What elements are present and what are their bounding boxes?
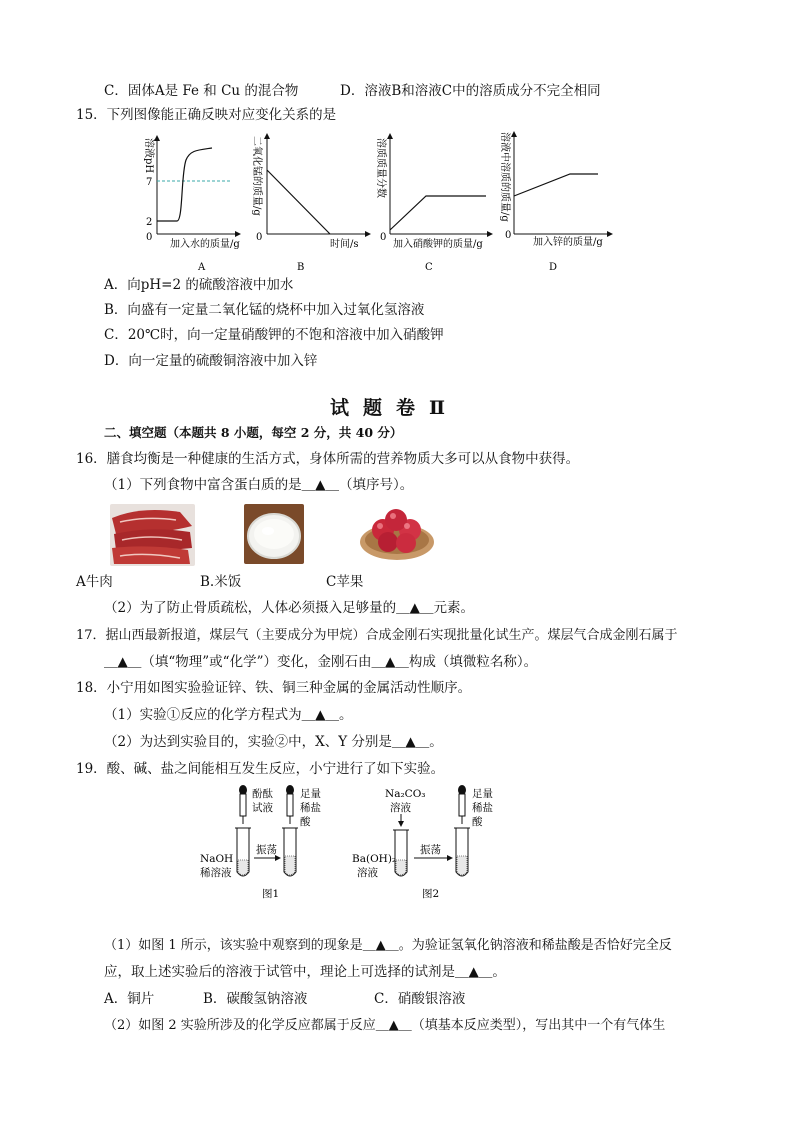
- graph-b-line: [267, 170, 330, 234]
- q19-sub1-line2: 应，取上述实验后的溶液于试管中，理论上可选择的试剂是＿▲＿。: [104, 964, 506, 980]
- graph-b-ylabel: 二氧化锰的质量/g: [251, 136, 262, 216]
- q17-line1: 17．据山西最新报道，煤层气（主要成分为甲烷）合成金刚石实现批量化试生产。煤层气合成金刚石属于: [76, 628, 678, 643]
- svg-text:酸: 酸: [472, 816, 483, 828]
- graph-c-origin: 0: [380, 232, 387, 243]
- svg-text:振荡: 振荡: [420, 844, 441, 856]
- figure-1-caption: 图1: [262, 888, 280, 900]
- q18-sub2: （2）为达到实验目的，实验②中，X、Y 分别是＿▲＿。: [104, 734, 443, 750]
- graph-b: [251, 134, 370, 273]
- q15-stem: 15．下列图像能正确反映对应变化关系的是: [76, 107, 337, 123]
- q15-option-b: B．向盛有一定量二氧化锰的烧杯中加入过氧化氢溶液: [104, 302, 425, 318]
- beef-image: [110, 504, 195, 566]
- graph-d-xlabel: 加入锌的质量/g: [533, 237, 603, 248]
- graph-c-xlabel: 加入硝酸钾的质量/g: [393, 239, 483, 250]
- q19-sub1-line1: （1）如图 1 所示，该实验中观察到的现象是＿▲＿。为验证氢氧化钠溶液和稀盐酸是否恰好完全反: [104, 938, 672, 953]
- svg-text:稀盐: 稀盐: [472, 802, 493, 814]
- q15-graphs: [0, 124, 794, 274]
- graph-a-origin: 0: [146, 232, 153, 243]
- q19-choice-a: A．铜片: [104, 991, 155, 1007]
- q15-option-a: A．向pH=2 的硫酸溶液中加水: [104, 277, 294, 293]
- graph-d-origin: 0: [505, 230, 512, 241]
- graph-a-tick-7: 7: [146, 177, 153, 188]
- graph-d-tag: D: [549, 262, 558, 273]
- q14-option-c: C．固体A是 Fe 和 Cu 的混合物: [104, 83, 299, 99]
- q15-option-d: D．向一定量的硫酸铜溶液中加入锌: [104, 353, 318, 369]
- svg-text:振荡: 振荡: [256, 844, 277, 856]
- svg-text:稀溶液: 稀溶液: [200, 867, 232, 879]
- graph-c-line: [390, 196, 486, 230]
- graph-a-tick-2: 2: [146, 217, 153, 228]
- figure-1: [200, 785, 321, 900]
- q19-sub2: （2）如图 2 实验所涉及的化学反应都属于反应＿▲＿（填基本反应类型），写出其中一个有气体生: [104, 1018, 666, 1033]
- graph-d-line: [514, 174, 598, 196]
- graph-a-ylabel: 溶液pH: [143, 138, 154, 174]
- q18-stem: 18．小宁用如图实验验证锌、铁、铜三种金属的金属活动性顺序。: [76, 680, 472, 696]
- svg-text:酚酞: 酚酞: [252, 788, 273, 800]
- food-label-a: A牛肉: [76, 574, 113, 590]
- graph-a-tag: A: [198, 262, 206, 273]
- graph-b-xlabel: 时间/s: [330, 239, 359, 250]
- graph-d: [499, 132, 612, 273]
- svg-text:Na₂CO₃: Na₂CO₃: [385, 788, 426, 800]
- svg-text:NaOH: NaOH: [200, 853, 234, 865]
- svg-text:Ba(OH)₂: Ba(OH)₂: [352, 853, 397, 865]
- q16-sub1: （1）下列食物中富含蛋白质的是＿▲＿（填序号）。: [104, 477, 414, 493]
- food-label-c: C苹果: [326, 574, 364, 590]
- rice-image: [244, 504, 304, 564]
- svg-text:足量: 足量: [472, 788, 493, 800]
- graph-c-tag: C: [425, 262, 433, 273]
- figure-2-caption: 图2: [422, 888, 440, 900]
- q19-figures: [0, 782, 794, 907]
- figure-2: [352, 785, 493, 900]
- graph-c: [375, 134, 492, 273]
- q19-stem: 19．酸、碱、盐之间能相互发生反应，小宁进行了如下实验。: [76, 761, 445, 777]
- svg-text:足量: 足量: [300, 788, 321, 800]
- q19-choice-b: B．碳酸氢钠溶液: [203, 991, 308, 1007]
- food-label-b: B.米饭: [200, 574, 242, 590]
- graph-a-curve: [157, 148, 212, 221]
- q18-sub1: （1）实验①反应的化学方程式为＿▲＿。: [104, 707, 353, 723]
- graph-a-xlabel: 加入水的质量/g: [170, 239, 240, 250]
- svg-text:试液: 试液: [252, 802, 273, 814]
- svg-text:溶液: 溶液: [390, 802, 411, 814]
- svg-text:稀盐: 稀盐: [300, 802, 321, 814]
- q16-stem: 16．膳食均衡是一种健康的生活方式，身体所需的营养物质大多可以从食物中获得。: [76, 451, 580, 467]
- q14-option-d: D．溶液B和溶液C中的溶质成分不完全相同: [340, 83, 601, 99]
- q17-line2: ＿▲＿（填“物理”或“化学”）变化，金刚石由＿▲＿构成（填微粒名称）。: [104, 654, 538, 670]
- graph-a: [143, 136, 240, 273]
- graph-b-origin: 0: [256, 232, 263, 243]
- section-title: 试题卷Ⅱ: [330, 397, 460, 419]
- graph-d-ylabel: 溶液中溶质的质量/g: [499, 132, 510, 222]
- q19-choice-c: C．硝酸银溶液: [374, 991, 466, 1007]
- section-heading: 二、填空题（本题共 8 小题，每空 2 分，共 40 分）: [104, 425, 403, 440]
- q15-option-c: C．20℃时，向一定量硝酸钾的不饱和溶液中加入硝酸钾: [104, 327, 444, 343]
- q16-sub2: （2）为了防止骨质疏松，人体必须摄入足够量的＿▲＿元素。: [104, 600, 474, 616]
- apple-image: [358, 500, 436, 562]
- svg-text:酸: 酸: [300, 816, 311, 828]
- graph-b-tag: B: [297, 262, 305, 273]
- svg-text:溶液: 溶液: [357, 867, 378, 879]
- graph-c-ylabel: 溶质质量分数: [375, 138, 386, 198]
